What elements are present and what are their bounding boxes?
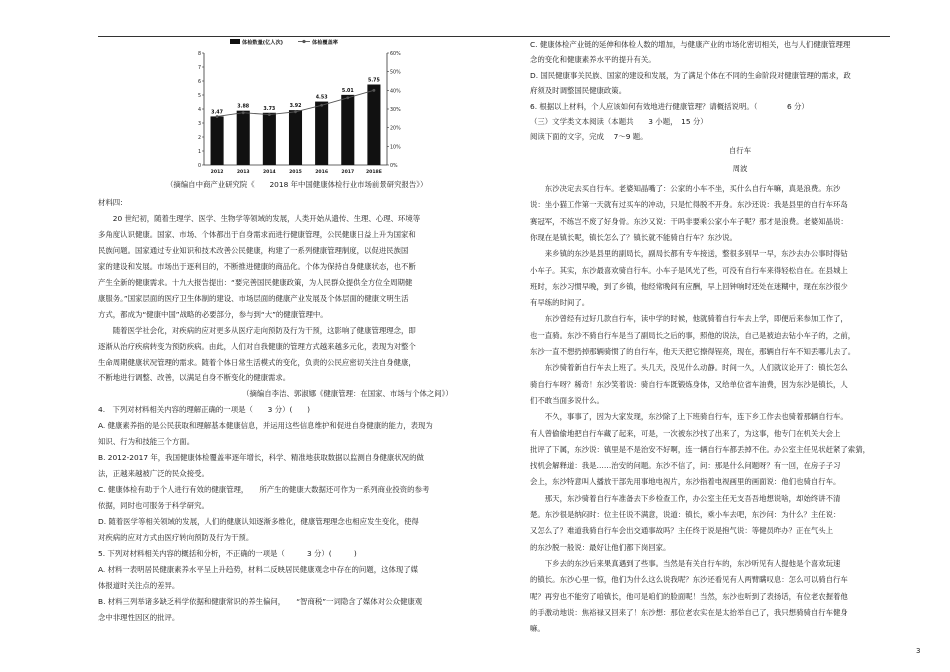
story-line: 会上，东沙特意叫人播放干部先用事地电视片，东沙指着电视画里的画面说：他们也骑自行车。 (530, 477, 841, 487)
bar-data-label: 3.47 (211, 110, 223, 116)
text-line: 阅读下面的文字，完成 7～9 题。 (530, 132, 648, 142)
y2-tick-label: 10% (390, 145, 401, 151)
text-line: A. 材料一表明居民健康素养水平呈上升趋势，材料二反映居民健康观念中存在的问题，这体现了媒 (98, 564, 419, 574)
bar-data-label: 3.88 (237, 104, 250, 110)
coverage-point (294, 110, 297, 113)
coverage-point (216, 115, 219, 118)
story-line: 说：坐小猫工作第一天就有过买车的冲动，只是忙得脱不开身。东沙还说：我是县里的自行车环岛 (530, 200, 848, 210)
story-line: 东沙一直不想扔掉那辆骑惯了的自行车，他天天把它擦得锃亮，现在，那辆自行车不知丢哪儿去了。 (530, 347, 856, 356)
health-checkup-chart (190, 37, 405, 185)
y-tick-label: 6 (197, 80, 201, 85)
y-tick-label: 2 (197, 136, 201, 141)
bar (263, 113, 276, 165)
story-line: 班时，东沙习惯早晚，到了乡镇，他经常晚间有应酬，早上回钟响时还处在迷糊中，现在东沙很少 (530, 281, 848, 291)
y2-tick-label: 20% (390, 126, 401, 132)
text-line: 念中非理性因区的批评。 (98, 612, 180, 622)
y2-tick-label: 40% (390, 89, 401, 95)
text-line: D. 国民健康事关民族、国家的建设和发展，为了满足个体在不同的生命阶段对健康管理的需求，政 (530, 70, 851, 80)
story-line: 又怎么了？难道我骑自行车会出交通事故吗？主任终于说是抱气说：等健员昨办？正在气头上 (530, 526, 834, 536)
text-line: 法，正越来越被广泛的民众接受。 (98, 469, 209, 479)
text-line: 逐渐从治疗疾病转变为预防疾病。由此，人们对自我健康的管理方式越来越多元化，表现为对整个 (98, 341, 416, 351)
story-line: 有早练的时间了。 (530, 298, 590, 308)
text-line: B. 材料三列举诸多缺乏科学依据和健康常识的养生偏问， “智商税”一词隐含了媒体对公众健康观 (98, 596, 423, 606)
text-line: 4. 下列对材料相关内容的理解正确的一项是（ 3 分）( ) (98, 405, 311, 415)
coverage-point (268, 113, 271, 116)
page-number: 3 (916, 647, 921, 655)
text-line: 家的建设和发展。市场出于逐利目的，不断推进健康的商品化。个体为保持自身健康状态，也不断 (98, 261, 416, 271)
bar (289, 110, 302, 165)
text-line: （摘编自李洁、郭淑娜《健康管理：在国家、市场与个体之间》） (98, 389, 453, 399)
x-category-label: 2016 (315, 170, 329, 175)
text-line: （三）文学类文本阅读（本题共 3 小题， 15 分） (530, 117, 708, 126)
x-category-label: 2012 (210, 170, 224, 175)
y-tick-label: 8 (197, 52, 201, 57)
legend-bar-label: 体检数量(亿人次) (242, 40, 284, 46)
x-category-label: 2015 (289, 170, 302, 175)
bar (237, 111, 250, 165)
y-tick-label: 1 (197, 150, 201, 155)
story-line: 东沙骑着新自行车去上班了。头几天，没见什么动静。时间一久，人们就议论开了：镇长怎么 (530, 363, 848, 373)
y2-tick-label: 60% (390, 52, 401, 57)
story-line: 的手激动地说：焦裕禄又回来了！东沙想：那位老农实在是太抬举自己了，我只想骑骑自行车健身 (530, 607, 848, 617)
legend-line-label: 体检覆盖率 (312, 40, 338, 46)
bar-data-label: 5.75 (368, 78, 380, 84)
text-line: A. 健康素养指的是公民获取和理解基本健康信息，并运用这些信息维护和促进自身健康的能力，表现为 (98, 421, 433, 431)
text-line: 随着医学社会化，对疾病的应对更多从医疗走向预防及行为干预，这影响了健康管理理念，即 (98, 325, 416, 335)
text-line: 念的变化和健康素养水平的提升有关。 (530, 55, 656, 65)
story-line: 呢？再穷也不能穷了咱镇长，他可是咱们的脸面呢！当然，东沙也听到了表扬话，有位老农握着他 (530, 591, 848, 601)
y2-tick-label: 30% (390, 108, 401, 113)
x-category-label: 2013 (236, 170, 250, 175)
coverage-point (373, 89, 376, 92)
text-line: 体报道时关注点的差异。 (98, 580, 180, 590)
text-line: 方式，都成为“健康中国”战略的必要部分，参与到“大”的健康管理中。 (98, 309, 328, 319)
text-line: 5. 下列对材料相关内容的概括和分析，不正确的一项是（ 3 分）( ) (98, 548, 357, 558)
text-line: 府须及时调整国民健康政策。 (530, 86, 627, 96)
chart-svg (190, 37, 405, 185)
story-line: 们不敢当面多说什么。 (530, 395, 604, 405)
story-line: 你现在是镇长呢，镇长怎么了？镇长就不能骑自行车？东沙说。 (530, 232, 737, 242)
bar-data-label: 4.53 (315, 95, 328, 101)
story-line: 批评了下属，东沙说：镇里是不是治安不好啊，连一辆自行车都丢掉不住。办公室主任见状赶紧了索猜， (530, 444, 870, 454)
coverage-point (320, 104, 323, 107)
story-line: 东沙决定去买自行车。老婆知晶嘴了：公家的小车不坐，买什么自行车嘛，真是浪费。东沙 (530, 184, 841, 193)
y-tick-label: 0 (197, 164, 201, 169)
x-category-label: 2014 (262, 170, 276, 175)
y-tick-label: 3 (197, 122, 201, 127)
story-line: 找机会解释道：我是……治安的问题。东沙不信了，问：那是什么问题呀？有一回，在房子子习 (530, 461, 841, 471)
coverage-point (346, 96, 349, 99)
story-line: 小车子。其实，东沙最喜欢骑自行车。小车子是风光了些，可没有自行车来得轻松自在。在县城上 (530, 265, 848, 275)
text-line: 产生全新的健康需求。十九大报告提出：“要完善国民健康政策，为人民群众提供全方位全周期健 (98, 277, 413, 287)
chart-caption: （摘编自中商产业研究院《 2018 年中国健康体检行业市场前景研究报告》） (166, 180, 428, 189)
story-line: 不久，事事了，因为大家发现，东沙除了上下班骑自行车，连下乡工作去也骑着那辆自行车。 (530, 412, 848, 422)
story-line: 赛冠军，不练岂不废了好身骨。东沙又说：干吗非要乘公家小车子呢？那才是浪费。老婆知晶说： (530, 216, 848, 226)
text-line: 材料四: (98, 198, 123, 207)
text-line: 20 世纪初，随着生理学、医学、生物学等领域的发展，人类开始从遗传、生理、心理、环境等 (98, 213, 421, 223)
text-line: D. 随着医学等相关领域的发展，人们的健康认知逐渐多维化，健康管理理念也相应发生变化，使得 (98, 517, 419, 526)
story-line: 的镇长。东沙心里一惊，他们为什么这么说我呢？东沙还看见有人两臂瞒叹息：怎么可以骑自行车 (530, 575, 848, 585)
text-line: C. 健康体检有助于个人进行有效的健康管理， 所产生的健康大数据还可作为一系列商业投资的参考 (98, 485, 430, 495)
story-line: 那天，东沙骑着自行车准备去下乡检查工作，办公室主任无支吾吾地想说啥，却始终讲不清 (530, 493, 841, 503)
story-line: 楚。东沙很是纳闷时：位主任说不满意，说道：镇长，乘小车去吧，东沙问：为什么？主任说： (530, 510, 841, 519)
text-line: 依据，同时也可服务于科学研究。 (98, 501, 209, 511)
text-line: 6. 根据以上材料，个人应该如何有效地进行健康管理？请概括说明。（ 6 分） (530, 101, 809, 111)
story-line: 下乡去的东沙后来果真遇到了些事。当然是有关自行车的，东沙听见有人提他是个喜欢玩速 (530, 558, 841, 568)
text-line: 不断地进行调整、改善，以满足自身不断变化的健康需求。 (98, 373, 291, 383)
text-line: 康服务。”国家层面的医疗卫生体制的建设、市场层面的健康产业发展及个体层面的健康文明生活 (98, 293, 409, 303)
bar (341, 95, 354, 165)
story-line: 有人曾偷偷地把自行车藏了起来，可是，一次被东沙找了出来了，为这事，他专门在机关大会上 (530, 428, 841, 438)
bar-data-label: 3.73 (263, 106, 276, 112)
text-line: 知识、行为和技能三个方面。 (98, 437, 195, 447)
x-category-label: 2018E (365, 170, 382, 175)
story-author: 周波 (732, 164, 748, 173)
bar (367, 85, 380, 166)
bar-data-label: 5.01 (341, 88, 354, 94)
story-title: 自行车 (728, 146, 752, 155)
bar (211, 116, 224, 165)
legend-bar-swatch (230, 39, 240, 44)
y-tick-label: 4 (197, 108, 201, 113)
x-category-label: 2017 (341, 170, 355, 175)
text-line: 多角度认识健康。国家、市场、个体都出于自身需求而进行健康管理，公民健康日益上升为国家和 (98, 229, 416, 239)
y-tick-label: 7 (197, 66, 201, 71)
text-line: C. 健康体检产业链的延伸和体检人数的增加，与健康产业的市场化密切相关，也与人们健康管理理 (530, 40, 851, 49)
story-line: 也一直骑。东沙不骑自行车是当了副局长之后的事，照他的说法，自己是被迫去钻小车子的，之前， (530, 330, 856, 340)
story-line: 东沙曾经有过好几款自行车，读中学的时候，他就骑着自行车去上学，即便后来参加工作了， (530, 314, 848, 324)
legend-line-marker (302, 40, 305, 43)
bar-data-label: 3.92 (289, 104, 302, 110)
y2-tick-label: 0% (390, 164, 398, 169)
bar (315, 102, 328, 165)
text-line: B. 2012-2017 年，我国健康体检覆盖率逐年增长，科学、精准地获取数据以监测自身健康状况的做 (98, 453, 424, 463)
story-line: 骑自行车呀？稀奇！东沙笑着说：骑自行车既锻炼身体，又给单位省车油费，因为东沙是镇长，人 (530, 379, 848, 389)
story-line: 的东沙脱一般说：最好让他们都下岗回家。 (530, 542, 671, 552)
text-line: 生命周期健康状况管理的需求。随着个体日常生活模式的变化，负责的公民应密切关注自身健康， (98, 357, 416, 367)
y2-tick-label: 50% (390, 70, 401, 76)
text-line: 对疾病的应对方式由医疗转向预防及行为干预。 (98, 532, 254, 542)
coverage-point (242, 111, 245, 114)
y-tick-label: 5 (197, 94, 201, 99)
story-line: 嘛。 (530, 624, 545, 634)
text-line: 民族问题。国家通过专业知识和技术改善公民健康，构建了一系列健康管理制度，以促进民族国 (98, 245, 409, 255)
story-line: 来乡镇的东沙是县里的副局长，副局长都有专车接送，整很多别早一早，东沙去办公事时得钻 (530, 249, 848, 259)
